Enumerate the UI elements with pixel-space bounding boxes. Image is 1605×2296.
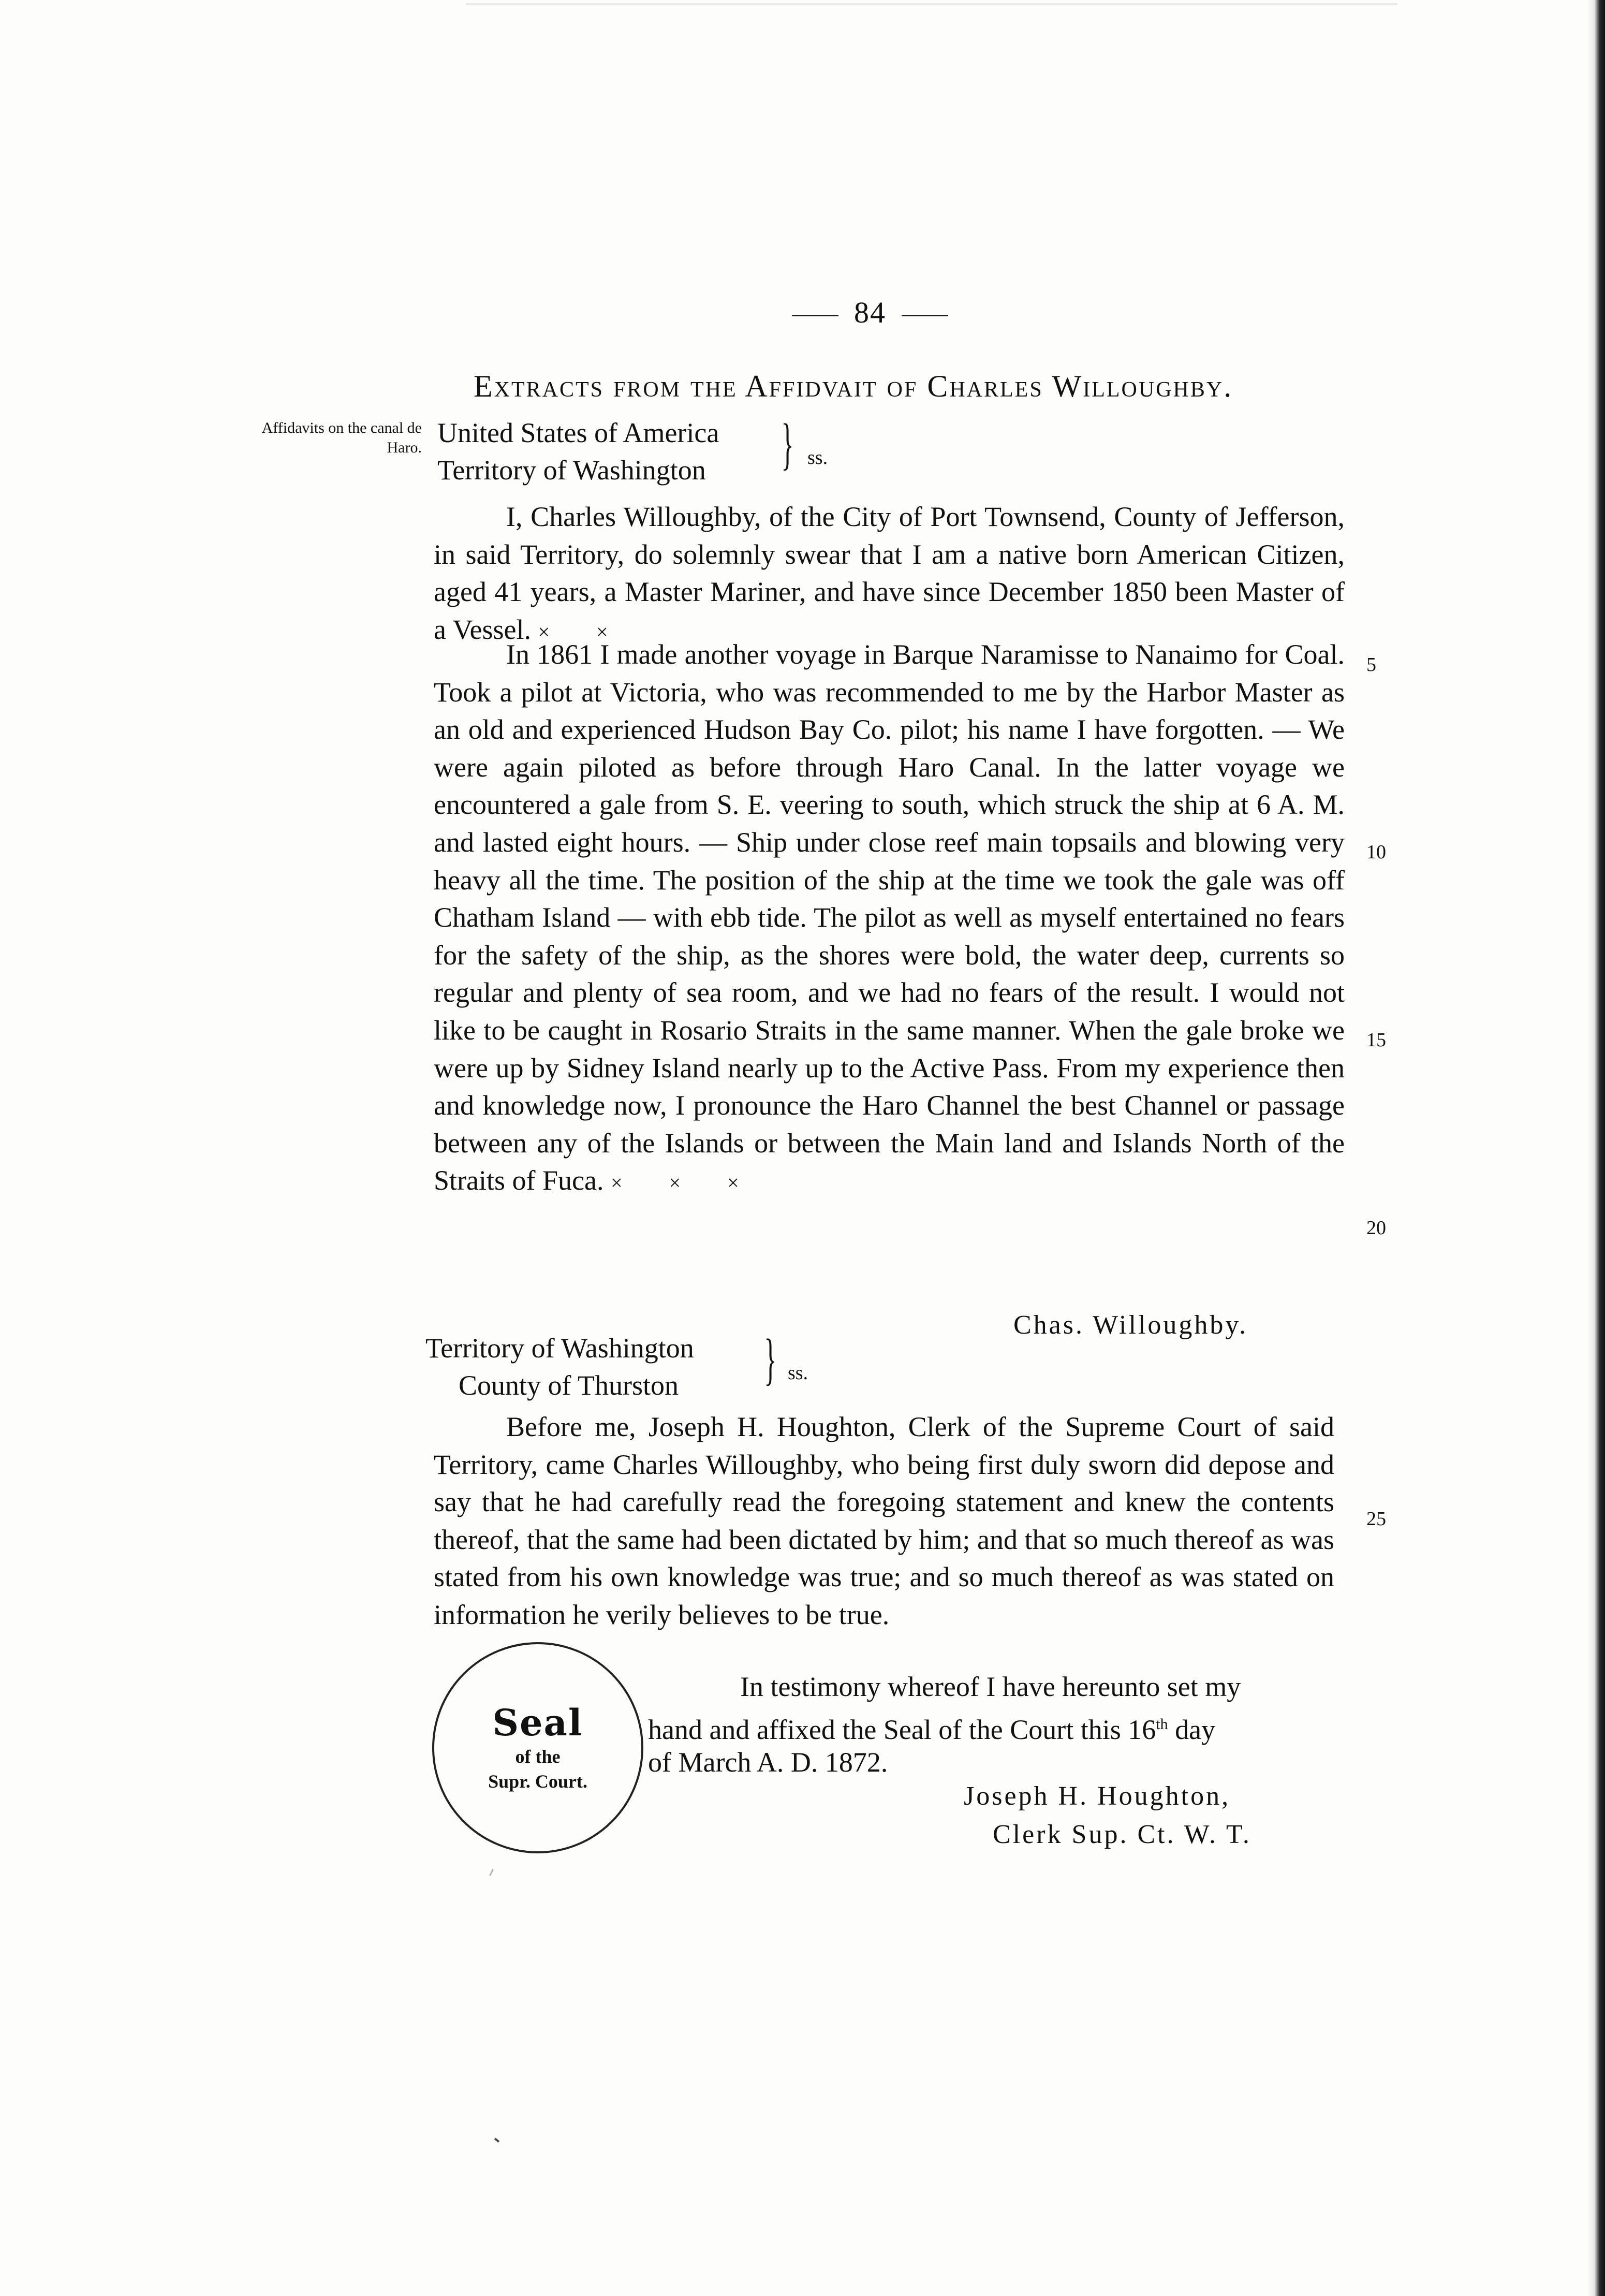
dash-left bbox=[792, 315, 838, 316]
testimony-line-2: hand and affixed the Seal of the Court this 16th day bbox=[648, 1714, 1216, 1745]
line-number-20: 20 bbox=[1366, 1217, 1386, 1239]
brace-2: } bbox=[764, 1327, 777, 1391]
seal-text-2: of the bbox=[515, 1746, 561, 1767]
scan-edge-shadow bbox=[1587, 0, 1605, 2296]
venue-2-line-1: Territory of Washington bbox=[425, 1333, 694, 1364]
scan-artifact-top bbox=[466, 3, 1397, 5]
venue-2-line-2: County of Thurston bbox=[459, 1370, 679, 1401]
scan-speck bbox=[494, 2138, 499, 2142]
venue-1-line-2: Territory of Washington bbox=[437, 455, 706, 486]
seal-text-3: Supr. Court. bbox=[488, 1771, 587, 1792]
page-title: Extracts from the Affidvait of Charles Willoughby. bbox=[474, 369, 1233, 403]
line-number-5: 5 bbox=[1366, 654, 1376, 676]
testimony-line-1: In testimony whereof I have hereunto set my bbox=[740, 1671, 1241, 1702]
venue-names-1 bbox=[437, 414, 719, 489]
venue-1-line-1: United States of America bbox=[437, 417, 719, 448]
paragraph-jurat: Before me, Joseph H. Houghton, Clerk of the Supreme Court of said Territory, came Charles Willoughby, who being first duly sworn did depose and say that he had carefully read the foregoing statement and knew the contents thereof, that the same had been dictated by him; and that so much thereof as was stated from his own knowledge was true; and so much thereof as was stated on information he verily believes to be true. bbox=[434, 1411, 1334, 1630]
line-number-10: 10 bbox=[1366, 841, 1386, 863]
brace-1: } bbox=[781, 412, 794, 475]
venue-2-ss: ss. bbox=[788, 1362, 808, 1384]
signature-houghton-title: Clerk Sup. Ct. W. T. bbox=[993, 1820, 1251, 1849]
signature-houghton-name: Joseph H. Houghton, bbox=[964, 1781, 1231, 1811]
paragraph-voyage: In 1861 I made another voyage in Barque Naramisse to Nanaimo for Coal. Took a pilot at Victoria, who was recommended to me by the Harbor Master as an old and experienced Hudson Bay Co. pilot; his name I have forgotten. — We were again piloted as before through Haro Canal. In the latter voyage we encountered a gale from S. E. veering to south, which struck the ship at 6 A. M. and lasted eight hours. — Ship under close reef main topsails and blowing very heavy all the time. The position of the ship at the time we took the gale was off Chatham Island — with ebb tide. The pilot as well as myself entertained no fears for the safety of the ship, as the shores were bold, the water deep, currents so regular and plenty of sea room, and we had no fears of the result. I would not like to be caught in Rosario Straits in the same manner. When the gale broke we were up by Sidney Island nearly up to the Active Pass. From my experience then and knowledge now, I pronounce the Haro Channel the best Channel or passage between any of the Islands or between the Main land and Islands North of the Straits of Fuca. × × × bbox=[434, 639, 1345, 1196]
ellipsis-marks-2: × × × bbox=[610, 1171, 760, 1195]
paragraph-oath: I, Charles Willoughby, of the City of Port Townsend, County of Jefferson, in said Territory, do solemnly swear that I am a native born American Citizen, aged 41 years, a Master Mariner, and have since December 1850 been Master of a Vessel. × × bbox=[434, 501, 1345, 645]
venue-1-ss: ss. bbox=[807, 447, 828, 469]
margin-note: Affidavits on the canal de Haro. bbox=[261, 419, 422, 456]
line-number-25: 25 bbox=[1366, 1508, 1386, 1530]
dash-right bbox=[902, 315, 948, 316]
venue-block-2 bbox=[425, 1327, 808, 1404]
line-number-15: 15 bbox=[1366, 1029, 1386, 1051]
court-seal bbox=[432, 1642, 643, 1853]
page-number: 84 bbox=[776, 295, 964, 330]
scan-speck-2 bbox=[489, 1869, 494, 1876]
venue-block-1 bbox=[437, 412, 828, 489]
signature-willoughby: Chas. Willoughby. bbox=[1013, 1310, 1248, 1340]
venue-names-2 bbox=[425, 1329, 694, 1404]
testimony-line-3: of March A. D. 1872. bbox=[648, 1747, 888, 1778]
seal-text-1: Seal bbox=[492, 1701, 583, 1744]
ellipsis-marks-1: × × bbox=[538, 620, 629, 644]
